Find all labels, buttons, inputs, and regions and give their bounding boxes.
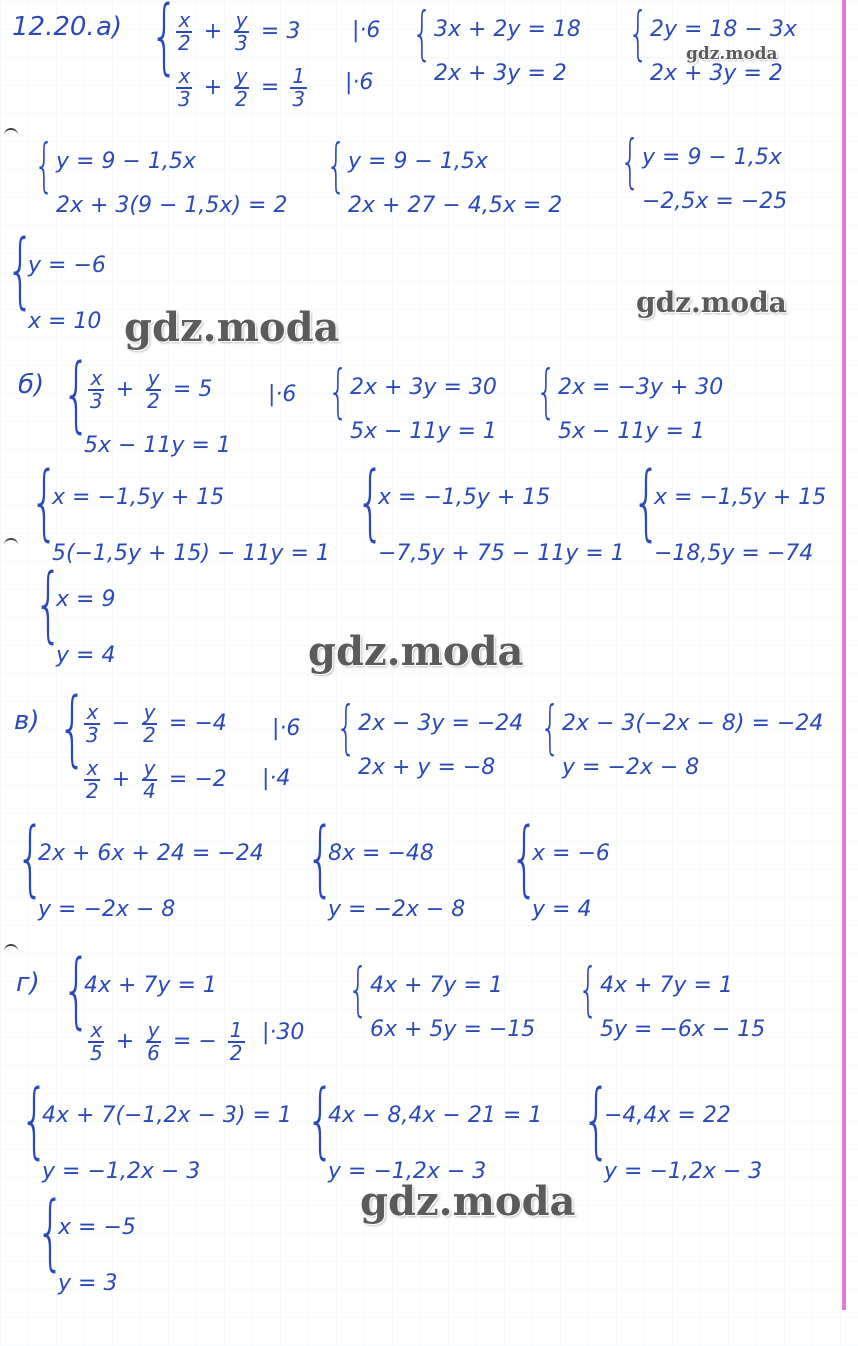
equation-row: $\frac{x}{3}$ + $\frac{y}{2}$ = $\frac{1}{3}$ [178,64,306,111]
equation-row: 5(−1,5y + 15) − 11y = 1 [52,541,330,566]
fraction: $\frac{y}{4}$ [143,756,156,803]
watermark: gdz.moda [636,286,787,319]
part-b-system-6 [632,470,826,582]
equation-row: $\frac{x}{2}$ + $\frac{y}{4}$ = −2 [86,756,227,803]
equation-row: { x = 9 [56,587,116,612]
equation-row: 5x − 11y = 1 [558,419,705,444]
equation-row: y = −2x − 8 [328,897,466,922]
equation-row: { 2x − 3(−2x − 8) = −24 [562,711,824,736]
fraction: $\frac{x}{3}$ [178,64,191,111]
part-a-label: а) [96,12,123,42]
part-a-system-6 [620,136,787,224]
multiplier-note: |·6 [345,70,374,95]
page-hole-mark [4,944,18,954]
equation-row: { 4x + 7(−1,2x − 3) = 1 [42,1103,292,1128]
equation-row: { $\frac{x}{3}$ + $\frac{y}{2}$ = 5 [90,366,213,413]
part-a-system-1 [150,4,311,116]
fraction: $\frac{x}{5}$ [90,1018,103,1065]
fraction: $\frac{y}{6}$ [147,1018,160,1065]
equation-row: { y = 9 − 1,5x [56,149,196,174]
fraction: { $\frac{x}{3}$ [86,700,99,747]
part-v-system-2 [336,702,523,790]
equation-row: { 4x + 7y = 1 [84,973,217,998]
equation-row: { 2x + 3y = 30 [350,375,497,400]
equation-row: { x = −5 [58,1215,136,1240]
fraction: { $\frac{x}{2}$ [178,8,191,55]
part-b-system-2 [328,366,497,454]
part-g-label: г) [16,968,40,998]
part-b-system-3 [536,366,723,454]
equation-row: y = 4 [532,897,592,922]
part-b-system-5 [356,470,625,582]
watermark: gdz.moda [686,44,778,64]
part-v-label: в) [14,706,40,736]
equation-row: 5x − 11y = 1 [350,419,497,444]
equation-row: { 2x = −3y + 30 [558,375,724,400]
equation-row: { y = −6 [28,253,106,278]
equation-row: { 4x − 8,4x − 21 = 1 [328,1103,543,1128]
fraction: $\frac{y}{3}$ [235,8,248,55]
part-v-system-4 [16,826,264,938]
equation-row: { 3x + 2y = 18 [434,17,581,42]
equation-row: { x = −1,5y + 15 [378,485,551,510]
problem-number: 12.20. [12,12,95,42]
part-g-system-1 [62,958,249,1070]
multiplier-note: |·4 [262,766,291,791]
equation-row: { 4x + 7y = 1 [370,973,503,998]
fraction: $\frac{1}{2}$ [229,1018,243,1065]
equation-row: { $\frac{x}{3}$ − $\frac{y}{2}$ = −4 [86,700,227,747]
equation-row: { 2x + 6x + 24 = −24 [38,841,264,866]
fraction: { $\frac{x}{3}$ [90,366,103,413]
equation-row: 6x + 5y = −15 [370,1017,536,1042]
part-b-system-4 [30,470,330,582]
equation-row: 5x − 11y = 1 [84,433,231,458]
watermark: gdz.moda [308,628,524,675]
part-g-system-6 [582,1088,762,1200]
fraction: $\frac{y}{2}$ [143,700,156,747]
equation-row: y = 3 [58,1271,118,1296]
watermark: gdz.moda [124,304,340,351]
equation-row: y = 4 [56,643,116,668]
equation-row: y = −2x − 8 [38,897,176,922]
equation-row: { x = −6 [532,841,610,866]
equation-row: x = 10 [28,309,102,334]
equation-row: 2x + 3y = 2 [434,61,567,86]
part-v-system-3 [540,702,823,790]
fraction: $\frac{1}{3}$ [292,64,306,111]
part-v-system-5 [306,826,465,938]
equation-row: 2x + y = −8 [358,755,496,780]
watermark: gdz.moda [360,1178,576,1225]
equation-row: { −4,4x = 22 [604,1103,731,1128]
equation-row: 5y = −6x − 15 [600,1017,766,1042]
equation-row: 2x + 3(9 − 1,5x) = 2 [56,193,288,218]
equation-row: y = −1,2x − 3 [42,1159,201,1184]
part-a-answer [6,238,106,350]
fraction: $\frac{x}{2}$ [86,756,99,803]
equation-row: { 2x − 3y = −24 [358,711,524,736]
multiplier-note: |·6 [352,18,381,43]
equation-row: 2x + 3y = 2 [650,61,783,86]
equation-row: { 2y = 18 − 3x [650,17,797,42]
page-hole-mark [4,128,18,138]
equation-row: −7,5y + 75 − 11y = 1 [378,541,625,566]
equation-row: y = −2x − 8 [562,755,700,780]
equation-row: { $\frac{x}{2}$ + $\frac{y}{3}$ = 3 [178,8,301,55]
part-b-label: б) [18,370,45,400]
part-v-system-1 [58,696,227,808]
equation-row: { x = −1,5y + 15 [52,485,225,510]
equation-row: y = −1,2x − 3 [604,1159,763,1184]
equation-row: { x = −1,5y + 15 [654,485,827,510]
part-b-system-1 [62,362,231,474]
fraction: $\frac{y}{2}$ [235,64,248,111]
part-g-answer [36,1200,136,1312]
equation-row: { 4x + 7y = 1 [600,973,733,998]
part-v-answer [510,826,610,938]
multiplier-note: |·30 [262,1020,305,1045]
part-b-answer [34,572,115,684]
equation-row: $\frac{x}{5}$ + $\frac{y}{6}$ = − $\frac{1}{2}$ [90,1018,243,1065]
fraction: $\frac{y}{2}$ [147,366,160,413]
part-a-system-5 [326,140,562,228]
equation-row: { 8x = −48 [328,841,434,866]
equation-row: y = −1,2x − 3 [328,1159,487,1184]
margin-line [842,0,846,1310]
multiplier-note: |·6 [272,716,301,741]
part-g-system-4 [20,1088,292,1200]
part-a-system-2 [412,8,581,96]
equation-row: { y = 9 − 1,5x [348,149,488,174]
part-a-system-4 [34,140,287,228]
page-hole-mark [4,538,18,548]
equation-row: 2x + 27 − 4,5x = 2 [348,193,563,218]
equation-row: { y = 9 − 1,5x [642,145,782,170]
equation-row: −2,5x = −25 [642,189,788,214]
multiplier-note: |·6 [268,382,297,407]
part-g-system-3 [578,964,765,1052]
equation-row: −18,5y = −74 [654,541,814,566]
part-g-system-2 [348,964,535,1052]
